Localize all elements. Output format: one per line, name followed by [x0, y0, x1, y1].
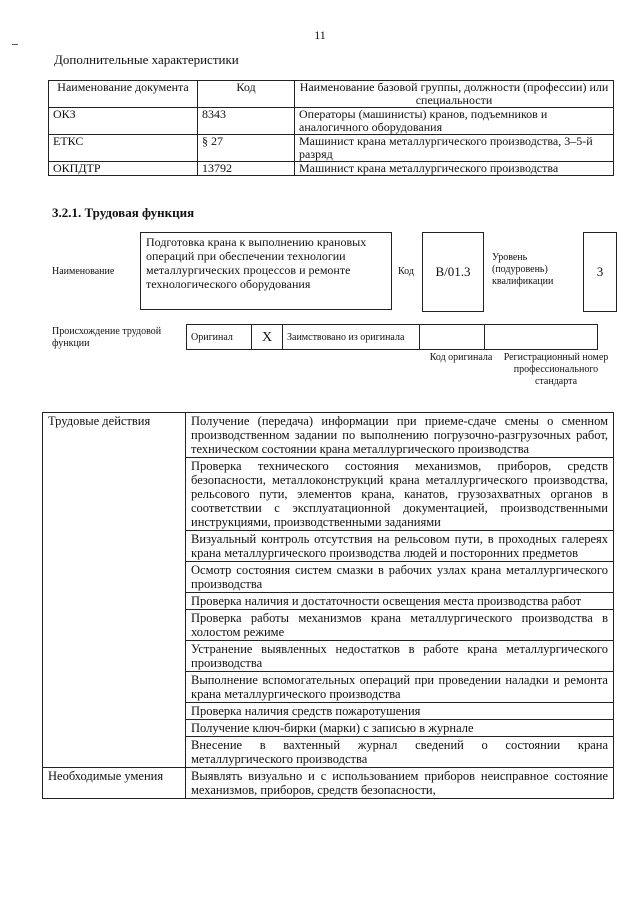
- skills-label: Необходимые умения: [43, 768, 186, 799]
- cell-doc: ЕТКС: [49, 135, 198, 162]
- code-caption: Код оригинала: [429, 352, 493, 363]
- margin-mark: [12, 44, 18, 45]
- cell-name: Машинист крана металлургического производства: [295, 162, 614, 176]
- table-row: [49, 108, 614, 135]
- borrowed-cell: Заимствовано из оригинала: [283, 325, 420, 350]
- header-doc-name: Наименование документа: [49, 81, 198, 108]
- action-item: Получение (передача) информации при приеме-сдаче смены о сменном производственном задании по выполнению погрузочно-разгрузочных работ, техническом состоянии крана металлургического производства: [186, 413, 614, 458]
- action-item: Устранение выявленных недостатков в работе крана металлургического производства: [186, 641, 614, 672]
- extra-characteristics-table: [48, 80, 614, 176]
- name-label: Наименование: [52, 266, 115, 277]
- action-item: Выполнение вспомогательных операций при проведении наладки и ремонта крана металлургического производства: [186, 672, 614, 703]
- level-label: Уровень (подуровень) квалификации: [492, 252, 554, 287]
- original-cell: Оригинал: [187, 325, 252, 350]
- origin-label: Происхождение трудовой функции: [52, 326, 162, 349]
- table-row: [43, 768, 614, 799]
- actions-label: Трудовые действия: [43, 413, 186, 768]
- action-item: Проверка наличия средств пожаротушения: [186, 703, 614, 720]
- labor-actions-table: [42, 412, 614, 799]
- cell-name: Машинист крана металлургического производства, 3–5-й разряд: [295, 135, 614, 162]
- cell-code: § 27: [198, 135, 295, 162]
- function-name: Подготовка крана к выполнению крановых операций при обеспечении технологии металлургических процессов и ремонте технологического оборудования: [140, 232, 392, 310]
- action-item: Внесение в вахтенный журнал сведений о состоянии крана металлургического производства: [186, 737, 614, 768]
- skill-item: Выявлять визуально и с использованием приборов неисправное состояние механизмов, приборов, средств безопасности,: [186, 768, 614, 799]
- registration-caption: Регистрационный номер профессионального стандарта: [503, 352, 609, 387]
- header-group-name: Наименование базовой группы, должности (профессии) или специальности: [295, 81, 614, 108]
- cell-code: 8343: [198, 108, 295, 135]
- original-mark: X: [252, 325, 283, 350]
- cell-doc: ОКПДТР: [49, 162, 198, 176]
- table-row: [43, 413, 614, 458]
- registration-cell: [485, 325, 598, 350]
- code-label: Код: [398, 266, 414, 277]
- subtitle: Дополнительные характеристики: [54, 52, 239, 67]
- origin-table: [186, 324, 598, 350]
- section-title: 3.2.1. Трудовая функция: [52, 205, 195, 220]
- table-row: [49, 135, 614, 162]
- qualification-level: 3: [583, 232, 617, 312]
- table-row: [49, 162, 614, 176]
- function-code: B/01.3: [422, 232, 484, 312]
- action-item: Визуальный контроль отсутствия на рельсовом пути, в проходных галереях крана металлургического производства людей и посторонних предметов: [186, 531, 614, 562]
- cell-code: 13792: [198, 162, 295, 176]
- action-item: Проверка технического состояния механизмов, приборов, средств безопасности, металлоконструкций крана металлургического производства, рельсового пути, элементов крана, канатов, грузозахватных органов в соответствии с эксплуатационной документацией, производственными инструкциями, производственными заданиями: [186, 458, 614, 531]
- origin-code-cell: [420, 325, 485, 350]
- action-item: Проверка работы механизмов крана металлургического производства в холостом режиме: [186, 610, 614, 641]
- action-item: Проверка наличия и достаточности освещения места производства работ: [186, 593, 614, 610]
- page-number: 11: [314, 28, 326, 42]
- action-item: Получение ключ-бирки (марки) с записью в журнале: [186, 720, 614, 737]
- cell-doc: ОКЗ: [49, 108, 198, 135]
- table-header-row: [49, 81, 614, 108]
- action-item: Осмотр состояния систем смазки в рабочих узлах крана металлургического производства: [186, 562, 614, 593]
- cell-name: Операторы (машинисты) кранов, подъемников и аналогичного оборудования: [295, 108, 614, 135]
- header-code: Код: [198, 81, 295, 108]
